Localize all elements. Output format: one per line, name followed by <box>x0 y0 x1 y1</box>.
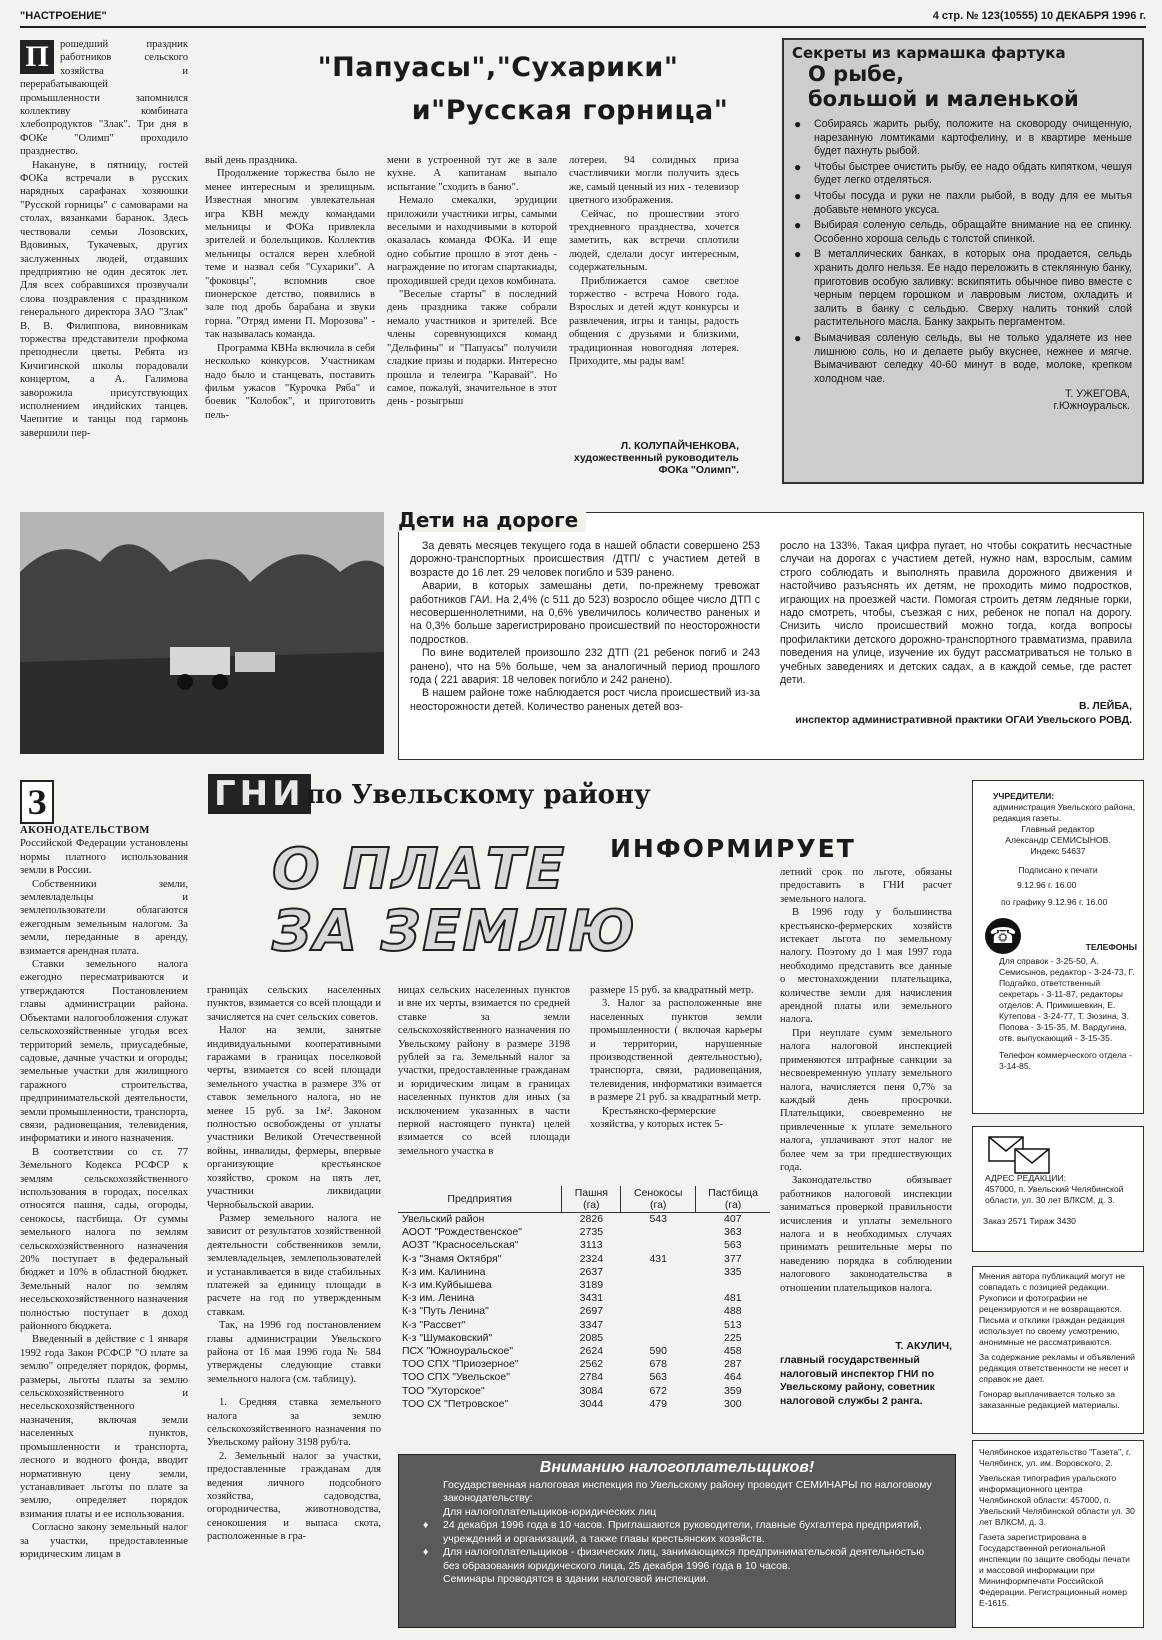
table-row <box>398 1279 770 1292</box>
seminar-box <box>398 1454 956 1628</box>
seminar-footer: Семинары проводятся в здании налоговой инспекции. <box>443 1573 709 1585</box>
table-header: Пашня (га) <box>562 1186 621 1213</box>
table-cell: 563 <box>724 1239 742 1252</box>
article1-signature: Л. КОЛУПАЙЧЕНКОВА, художественный руководитель ФОКа "Олимп". <box>573 440 739 476</box>
diamond-icon: ♦ <box>423 1519 429 1531</box>
table-cell <box>621 1239 696 1252</box>
children-signature2: инспектор административной практики ОГАИ Увельского РОВД. <box>795 714 1132 726</box>
founders: администрация Увельского района, редакция газеты. <box>993 802 1136 823</box>
big-title-line1: О ПЛАТЕ <box>272 837 567 902</box>
gni-signature1: Т. АКУЛИЧ, <box>895 1340 952 1352</box>
table-cell: 678 <box>649 1358 667 1371</box>
tip-item: ● Чтобы быстрее очистить рыбу, ее надо обдать кипятком, чешуя будет легко отделяться. <box>788 161 1132 188</box>
fish-tips-signature1: Т. УЖЕГОВА, <box>1065 388 1130 401</box>
sidebar-address <box>972 1126 1144 1252</box>
table-row <box>398 1266 770 1279</box>
table-row <box>398 1358 770 1371</box>
issue-info: 4 стр. № 123(10555) 10 ДЕКАБРЯ 1996 г. <box>932 10 1146 22</box>
children-col1: За девять месяцев текущего года в нашей области совершено 253 дорожно-транспортных происшествия /ДТП/ с участием детей в возрасте до 16 лет. 29 человек погибло и 539 ранено. Аварии, в которых замешаны дети, по-прежнему тревожат работников ГАИ. На 2,4% (с 511 до 523) возросло общее число ДТП с несовершеннолетними, на 0,6% увеличилось количество раненых и на 0,3% больше зарегистрировано происшествий по неосторожности подростков. По вине водителей произошло 232 ДТП (21 ребенок погиб и 243 ранено), что на 5% больше, чем за аналогичный период прошлого года ( 221 авария: 18 человек погибло и 242 ранено). В нашем районе тоже наблюдается рост числа происшествий из-за неосторожности детей. Количество раненых детей воз- <box>410 540 760 713</box>
enterprise-name: ТОО СХ "Петровское" <box>402 1397 509 1410</box>
editor-label: Главный редактор <box>1021 824 1095 834</box>
enterprise-name: Увельский район <box>402 1213 485 1225</box>
gni-signature2: главный государственный налоговый инспектор ГНИ по Увельскому району, советник налоговой службы 2 ранга. <box>780 1354 935 1407</box>
sidebar-publisher <box>972 1440 1144 1628</box>
gni-informs: ИНФОРМИРУЕТ <box>610 834 856 863</box>
seminar-intro: Государственная налоговая инспекция по Увельскому району проводит СЕМИНАРЫ по налоговому законодательству: <box>443 1478 932 1504</box>
dropcap: П <box>20 40 54 74</box>
table-cell: 563 <box>649 1371 667 1384</box>
seminar-title: Вниманию налогоплательщиков! <box>539 1459 815 1476</box>
commercial-phone: Телефон коммерческого отдела - 3-14-85. <box>999 1050 1132 1071</box>
children-signature1: В. ЛЕЙБА, <box>1079 700 1132 712</box>
enterprise-name: К-з им.Куйбышева <box>402 1279 492 1292</box>
enterprise-name: АООТ "Рождественское" <box>402 1226 522 1239</box>
enterprise-name: ТОО СПХ "Приозерное" <box>402 1358 519 1371</box>
notes2: За содержание рекламы и объявлений редакция ответственности не несет и справок не дает. <box>979 1352 1135 1384</box>
table-cell: 2085 <box>579 1331 604 1344</box>
table-cell: 3084 <box>579 1384 604 1397</box>
address: 457000, п. Увельский Челябинской области, ул. 30 лет ВЛКСМ, д. 3. <box>985 1184 1124 1205</box>
table-cell <box>621 1332 696 1345</box>
table-cell: 3044 <box>579 1397 604 1410</box>
gni-col1: З АКОНОДАТЕЛЬСТВОМ Российской Федерации установлены нормы платного использования земли в России. Собственники земли, землевладельцы и землепользователи облагаются ежегодным земельным налогом. За земли, переданные в аренду, взимается арендная плата. Ставки земельного налога ежегодно пересматриваются и утверждаются Постановлением главы администрации района. Объектами налогообложения служат сельскохозяйственные угодья всех территорий земель, приусадебные, садовые, дачные участки и огороды; земельные участки для жилищного гаражного строительства, предпринимательской деятельности, земли промышленности, транспорта, связи, радиовещания, телевидения, информатики и иного назначения. В соответствии со ст. 77 Земельного Кодекса РСФСР к землям сельскохозяйственного использования в городах, поселках относятся пашня, сады, огороды, сенокосы, пастбища. От суммы земельного налога по землям сельскохозяйственного назначения 20% поступает в федеральный бюджет и 10% в областной бюджет. Земельный налог по землям несельскохозяйственного назначения полностью поступает в доход районного бюджета. Введенный в действие с 1 января 1992 года Закон РСФСР "О плате за землю" определяет порядок, формы, размеры, льготы платы за землю сельскохозяйственного и несельскохозяйственного назначения, включая земли населенных пунктов, промышленности и транспорта, лесного и водного фонда, вводит нормативную цену земли, устанавливает льготы по плате за землю, определяет порядок взимания платы и ее использования. Согласно закону земельный налог за участки, предоставленные юридическим лицам в <box>20 782 188 1560</box>
address-label: АДРЕС РЕДАКЦИИ: <box>985 1173 1067 1183</box>
table-header: Предприятия <box>398 1186 562 1213</box>
photo-tractors <box>20 512 384 754</box>
seminar-item1: ♦ 24 декабря 1996 года в 10 часов. Приглашаются руководители, главные бухгалтера предприятий, учреждений и организаций, а также главы крестьянских хозяйств. <box>423 1519 922 1545</box>
enterprise-name: К-з "Путь Ленина" <box>402 1305 489 1318</box>
table-cell: 2624 <box>579 1345 604 1358</box>
table-cell: 3113 <box>580 1239 603 1252</box>
table-cell: 2784 <box>579 1371 604 1384</box>
enterprise-name: ТОО СПХ "Увельское" <box>402 1371 510 1384</box>
fish-tips-signature2: г.Южноуральск. <box>1053 400 1130 413</box>
table-cell <box>696 1279 770 1292</box>
table-cell: 479 <box>649 1397 667 1410</box>
gni-col4: размере 15 руб. за квадратный метр. 3. Налог за расположенные вне населенных пунктов земли промышленности ( включая карьеры и территории, нарушенные производственной деятельностью), транспорта, связи, радиовещания, телевидения, информатики взимается в размере 21 руб. за квадратный метр. Крестьянско-фермерские хозяйства, у которых истек 5- <box>590 985 762 1131</box>
table-cell <box>621 1226 696 1239</box>
founders-label: УЧРЕДИТЕЛИ: <box>993 791 1055 801</box>
notes3: Гонорар выплачивается только за заказанные редакцией материалы. <box>979 1389 1120 1410</box>
table-cell <box>621 1305 696 1318</box>
enterprise-name: ПСХ "Южноуральское" <box>402 1345 514 1358</box>
mail-row <box>973 1127 1143 1173</box>
table-row <box>398 1345 770 1358</box>
phone-row <box>973 916 1143 956</box>
table-cell: 3189 <box>579 1279 604 1292</box>
table-cell: 2826 <box>579 1213 604 1225</box>
seminar-sub1: Для налогоплательщиков-юридических лиц <box>443 1505 657 1518</box>
fish-tips-title2: большой и маленькой <box>808 87 1079 111</box>
table-row <box>398 1239 770 1252</box>
article1-col3: мени в устроенной тут же в зале кухне. А капитанам выпало испытание "сходить в баню". Немало смекалки, эрудиции приложили участники игры, самыми веселыми и находчивыми в которой оказалась команда ФОКа. И еще одно событие прошло в этот день - награждение по итогам спартакиады, проходившей среди цехов комбината. "Веселые старты" в последний день праздника также собрали немало участников и зрителей. Все члены соревнующихся команд "Дельфины" и "Папуасы" получили сладкие призы и подарки. Интересно прошла и телеигра "Каравай". Но самое, пожалуй, значительное в этот день - розыгрыш <box>387 155 557 408</box>
gni-dropcap: З <box>20 780 54 824</box>
table-cell <box>621 1279 696 1292</box>
fish-tips-box <box>782 38 1144 484</box>
table-cell: 464 <box>724 1371 742 1384</box>
table-cell: 2324 <box>579 1252 604 1265</box>
tip-item: ● Вымачивая соленую сельдь, вы не только удаляете из нее лишнюю соль, но и делаете рыбу вкуснее, нежнее и мягче. Вымачивают селедку 40-60 минут в воде, молоке, крепком холодном чае. <box>788 332 1132 386</box>
enterprise-name: ТОО "Хуторское" <box>402 1384 485 1397</box>
table-cell: 2735 <box>579 1226 604 1239</box>
enterprise-name: К-з "Знамя Октября" <box>402 1252 502 1265</box>
gni-title: по Увельскому району <box>306 780 651 810</box>
printer: Увельская типография уральского информационного центра Челябинской области: 457000, п. Увельский Челябинской области ул. 30 лет ВЛКСМ, д. 3. <box>979 1473 1135 1527</box>
table-cell: 3431 <box>579 1292 604 1305</box>
tip-item: ● Выбирая соленую сельдь, обращайте внимание на ее спинку. Особенно хороша сельдь с толстой спинкой. <box>788 219 1132 246</box>
table-body <box>398 1213 770 1412</box>
table-cell: 458 <box>724 1345 742 1358</box>
table-cell: 431 <box>649 1252 667 1265</box>
enterprise-name: К-з им. Калинина <box>402 1265 486 1278</box>
table-cell: 377 <box>724 1252 742 1265</box>
table-row <box>398 1332 770 1345</box>
schedule: по графику 9.12.96 г. 16.00 <box>1001 897 1108 907</box>
table-row <box>398 1385 770 1398</box>
tip-item: ● Собираясь жарить рыбу, положите на сковороду очищенную, нарезанную ломтиками картофелину, и в квартире меньше будет пахнуть рыбой. <box>788 118 1132 159</box>
table-cell: 335 <box>724 1265 742 1278</box>
enterprise-name: АОЗТ "Красносельская" <box>402 1239 519 1252</box>
article1-col4: лотереи. 94 солидных приза счастливчики могли получить здесь же, самый ценный из них - телевизор цветного изображения. Сейчас, по прошествии этого трехдневного празднества, хочется заметить, как встречи сплотили людей, сделали досуг интересным, содержательным. Приближается самое светлое торжество - встреча Нового года. Взрослых и детей ждут конкурсы и развлечения, игры и танцы, радость общения с друзьями и близкими, традиционная новогодняя лотерея. Приходите, мы рады вам! <box>569 155 739 368</box>
sidebar-notes <box>972 1266 1144 1434</box>
fish-tips-title1: О рыбе, <box>808 62 905 86</box>
signed-time: 9.12.96 г. 16.00 <box>1017 880 1077 890</box>
table-cell: 3347 <box>579 1318 604 1331</box>
table-cell: 359 <box>724 1384 742 1397</box>
photo-illustration <box>20 512 384 754</box>
table-header: Пастбища (га) <box>696 1186 770 1213</box>
gni-col2: границах сельских населенных пунктов, взимается со всей площади и зачисляется на счет сельских советов. Налог на земли, занятые индивидуальными кооперативными гаражами в границах поселковой черты, взимается со всей площади земельного участка в размере 3% от ставок земельного налога, но не менее 15 руб. за 1м². Законом полностью освобождены от уплаты участники Великой Отечественной войны, инвалиды, фермеры, впервые организующие крестьянское хозяйство, сроком на пять лет, участники ликвидации Чернобыльской аварии. Размер земельного налога не зависит от результатов хозяйственной деятельности собственников земли, землевладельцев, землепользователей и устанавливается в виде стабильных платежей за единицу площади в расчете на год по утвержденным ставкам. Так, на 1996 год постановлением главы администрации Увельского района от 16 мая 1996 года № 584 утверждены следующие ставки земельного налога (см. таблицу). 1. Средняя ставка земельного налога за землю сельскохозяйственного назначения по Увельскому району 3198 руб/га. 2. Земельный налог за участки, предоставленные гражданам для ведения личного подсобного хозяйства, садоводства, огородничества, животноводства, сенокошения и выпаса скота, расположенные в гра- <box>207 985 381 1543</box>
enterprise-name: К-з "Рассвет" <box>402 1318 466 1331</box>
table-cell: 2562 <box>579 1358 604 1371</box>
gni-logo: ГНИ <box>208 774 311 814</box>
table-row <box>398 1292 770 1305</box>
order-circulation: Заказ 2571 Тираж 3430 <box>983 1216 1076 1226</box>
fish-tips-list <box>784 118 1142 388</box>
table-cell: 2637 <box>579 1265 604 1278</box>
registration: Газета зарегистрирована в Государственной региональной инспекции по защите свободы печати и массовой информации при Мининформпечати Российской Федерации. Регистрационный номер Е-1615. <box>979 1532 1130 1608</box>
big-title-line2: ЗА ЗЕМЛЮ <box>272 899 637 964</box>
table-cell: 363 <box>724 1226 742 1239</box>
publisher: Челябинское издательство "Газета", г. Челябинск, ул. им. Воровского, 2. <box>979 1447 1131 1468</box>
table-cell <box>621 1266 696 1279</box>
telephone-icon: ☎ <box>985 918 1021 954</box>
table-row <box>398 1371 770 1384</box>
page-header <box>20 8 1146 28</box>
table-cell: 513 <box>724 1318 742 1331</box>
table-header: Сенокосы (га) <box>621 1186 696 1213</box>
tip-item: ● В металлических банках, в которых она продается, сельдь хранить долго нельзя. Ее надо переложить в стеклянную банку, приготовив особую заливку: вскипятить обычное пиво вместе с черным перцем горошком и лавровым листом, охладить и залить в банку с сельдью. Сверху налить тонкий слой растительного масла. Банку закрыть пергаментом. <box>788 248 1132 330</box>
table-cell: 300 <box>724 1397 742 1410</box>
table-row <box>398 1213 770 1227</box>
envelope-icon <box>987 1133 1057 1177</box>
phones-label: ТЕЛЕФОНЫ <box>1085 942 1137 952</box>
table-cell: 488 <box>724 1305 742 1318</box>
table-row <box>398 1398 770 1411</box>
table-row <box>398 1226 770 1239</box>
children-title: Дети на дороге <box>398 508 586 532</box>
table-row <box>398 1305 770 1318</box>
gni-col3: ницах сельских населенных пунктов и вне их черты, взимается по средней ставке за земли сельскохозяйственного назначения по Увельскому району в размере 3198 рублей за га. Земельный налог за участки, предоставленные гражданам и юридическим лицам в границах населенных пунктов для иных (за исключением указанных в части первой настоящего пункта) целей взимается со всей площади земельного участка в <box>398 985 570 1157</box>
table-row <box>398 1253 770 1266</box>
seminar-item2: ♦ Для налогоплательщиков - физических лиц, занимающихся предпринимательской деятельностью без образования юридического лица, 25 декабря 1996 года в 10 часов. <box>423 1546 925 1572</box>
table-cell: 543 <box>649 1213 667 1225</box>
table-cell: 287 <box>724 1358 742 1371</box>
gni-col5: летний срок по льготе, обязаны предоставить в ГНИ расчет земельного налога. В 1996 году у большинства крестьянско-фермерских хозяйств истекает льгота по земельному налогу. Поэтому до 1 мая 1997 года необходимо представить все данные о местонахождении плательщика, количестве земли для начисления арендной платы или земельного налога. При неуплате сумм земельного налога налоговой инспекцией применяются штрафные санкции за несвоевременную уплату земельного налога, начисляется пеня 0,7% за каждый день просрочки. Плательщики, своевременно не привлеченные к уплате земельного налога, уплачивают этот налог не более чем за три предшествующих года. Законодательство обязывает работников налоговой инспекции заниматься проверкой правильности исчисления и уплаты земельного налога и в необходимых случаях принимать решительные меры по наведению порядка в соблюдении налогового законодательства в отношении плательщиков налога. <box>780 867 952 1294</box>
enterprise-name: К-з "Шумаковский" <box>402 1331 493 1344</box>
notes: Мнения автора публикаций могут не совпадать с позицией редакции. Рукописи и фотографии не рецензируются и не возвращаются. Письма и отклики граждан редакция использует по своему усмотрению, анонимные не рассматриваются. <box>979 1271 1125 1347</box>
table-cell <box>621 1319 696 1332</box>
table-cell: 481 <box>724 1292 742 1305</box>
article1-col1: П рошедший праздник работников сельского хозяйства и перерабатывающей промышленности запомнился коллективу комбината хлебопродуктов "Злак". Три дня в ФОКе "Олимп" проходило празднество. Накануне, в пятницу, гостей ФОКа встречали в русских нарядных сарафанах хозяюшки "Русской горницы" с самоварами на столах, вязанками баранок. Здесь чествовали семьи Лозовских, Вдовиных, Тукачевых, других заслуженных людей, отдавших предприятию не один десяток лет. Для всех собравшихся прозвучали слова поздравления с праздником генерального директора ЗАО "Злак" В. В. Филиппова, виновникам торжества представители профкома преподнесли цветы. Ребята из Кичигинской школы порадовали концертом, а А. Галимова заворожила присутствующих исполнением индийских танцев. Чаепитие и танцы под гармонь завершили пер- <box>20 39 188 439</box>
enterprise-name: К-з им. Ленина <box>402 1292 475 1305</box>
tip-item: ● Чтобы посуда и руки не пахли рыбой, в воду для ее мытья добавьте немного уксуса. <box>788 190 1132 217</box>
children-col2: росло на 133%. Такая цифра пугает, но чтобы сократить несчастные случаи на дорогах с участием детей, нужно нам, взрослым, самим строго соблюдать и выполнять правила дорожного движения и настойчиво разъяснять их детям, не проходить мимо подростков, играющих на проезжей части. Помогая строить детям ледяные горки, надо смотреть, чтобы, съезжая с них, ребенок не попал на дорогу. Снизить число происшествий можно тогда, когда вопросы профилактики детского дорожно-транспортного травматизма, правила поведения на улице, изучение их будут рассматриваться не только в учебных заведениях и детских садах, а в каждой семье, где растет дети. <box>780 540 1132 687</box>
article1-col2: вый день праздника. Продолжение торжества было не менее интересным и зрелищным. Известная многим увлекательная игра КВН между командами мельницы и ФОКа привлекла зрителей и болельщиков. Коллектив мельницы остался верен хлебной теме и назвал себя "Сухарики". А "фоковцы", вспомнив свое пионерское детство, появились в зале под дробь барабана и звуки горна. "Отряд имени П. Морозова" - так называлась команда. Программа КВНа включила в себя несколько конкурсов. Участникам надо было и станцевать, поставить фильм ужасов "Курочка Ряба" и боевик "Колобок", и приготовить пель- <box>205 155 375 421</box>
table-cell: 2697 <box>579 1305 604 1318</box>
land-tax-table <box>398 1186 770 1411</box>
article1-title-line2: и"Русская горница" <box>411 95 729 126</box>
table-cell: 225 <box>724 1331 742 1344</box>
index: Индекс 54637 <box>1030 846 1086 856</box>
diamond-icon: ♦ <box>423 1546 429 1558</box>
newspaper-name: "НАСТРОЕНИЕ" <box>20 10 107 22</box>
table-cell: 407 <box>724 1213 742 1225</box>
phones: Для справок - 3-25-50, А. Семисынов, редактор - 3-24-73, Г. Подгайко, ответственный секретарь - 3-11-87, редакторы отделов: А. Примишевкин, Е. Кутепова - 3-24-77, Т. Зюзина, З. Попова - 3-15-35, М. Вардугина, отв. выпускающий - 3-15-35. <box>999 956 1135 1043</box>
fish-tips-kicker: Секреты из кармашка фартука <box>792 44 1066 62</box>
signed-label: Подписано к печати <box>1018 865 1098 875</box>
table-cell <box>621 1292 696 1305</box>
table-cell: 590 <box>649 1345 667 1358</box>
land-tax-table-wrap <box>398 1186 770 1411</box>
table-row <box>398 1319 770 1332</box>
editor: Александр СЕМИСЫНОВ. <box>1005 835 1111 845</box>
article1-title-line1: "Папуасы","Сухарики" <box>317 52 679 83</box>
sidebar-imprint <box>972 780 1144 1114</box>
table-cell: 672 <box>649 1384 667 1397</box>
